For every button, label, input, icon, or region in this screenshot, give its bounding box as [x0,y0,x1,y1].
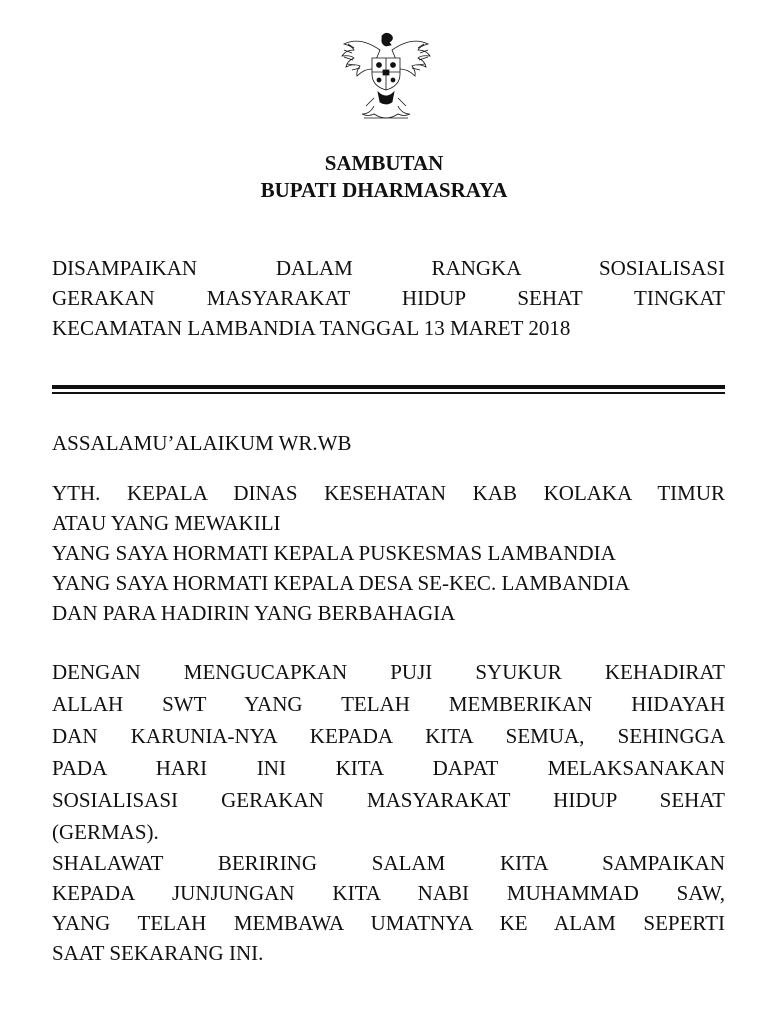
greeting-text: ASSALAMU’ALAIKUM WR.WB [52,431,352,455]
addressee-line: ATAU YANG MEWAKILI [52,511,281,535]
garuda-emblem-icon [336,30,436,126]
paragraph-line: DENGAN MENGUCAPKAN PUJI SYUKUR KEHADIRAT [52,660,725,684]
title-line-sambutan: SAMBUTAN [324,151,444,175]
subject-line: KECAMATAN LAMBANDIA TANGGAL 13 MARET 2018 [52,316,571,340]
subject-block [52,253,725,343]
addressee-line: DAN PARA HADIRIN YANG BERBAHAGIA [52,601,456,625]
addressee-line: YANG SAYA HORMATI KEPALA PUSKESMAS LAMBANDIA [52,541,616,565]
addressee-list [52,478,725,628]
header-rule-thin [52,392,725,394]
subject-line: DISAMPAIKAN DALAM RANGKA SOSIALISASI [52,256,725,280]
paragraph-line: YANG TELAH MEMBAWA UMATNYA KE ALAM SEPERTI [52,911,725,935]
greeting [52,428,725,458]
paragraph-line: SHALAWAT BERIRING SALAM KITA SAMPAIKAN [52,851,725,875]
paragraph-opening [52,656,725,848]
addressee-line: YANG SAYA HORMATI KEPALA DESA SE-KEC. LAMBANDIA [52,571,630,595]
paragraph-line: SOSIALISASI GERAKAN MASYARAKAT HIDUP SEHAT [52,788,725,812]
paragraph-line: DAN KARUNIA-NYA KEPADA KITA SEMUA, SEHINGGA [52,724,725,748]
addressee-line: YTH. KEPALA DINAS KESEHATAN KAB KOLAKA TIMUR [52,481,725,505]
subject-line: GERAKAN MASYARAKAT HIDUP SEHAT TINGKAT [52,286,725,310]
title-line-bupati: BUPATI DHARMASRAYA [260,178,508,202]
paragraph-line: SAAT SEKARANG INI. [52,941,264,965]
paragraph-line: PADA HARI INI KITA DAPAT MELAKSANAKAN [52,756,725,780]
header-rule-thick [52,385,725,389]
document-title [0,150,768,204]
paragraph-line: ALLAH SWT YANG TELAH MEMBERIKAN HIDAYAH [52,692,725,716]
paragraph-shalawat [52,848,725,968]
paragraph-line: KEPADA JUNJUNGAN KITA NABI MUHAMMAD SAW, [52,881,725,905]
paragraph-line: (GERMAS). [52,820,159,844]
